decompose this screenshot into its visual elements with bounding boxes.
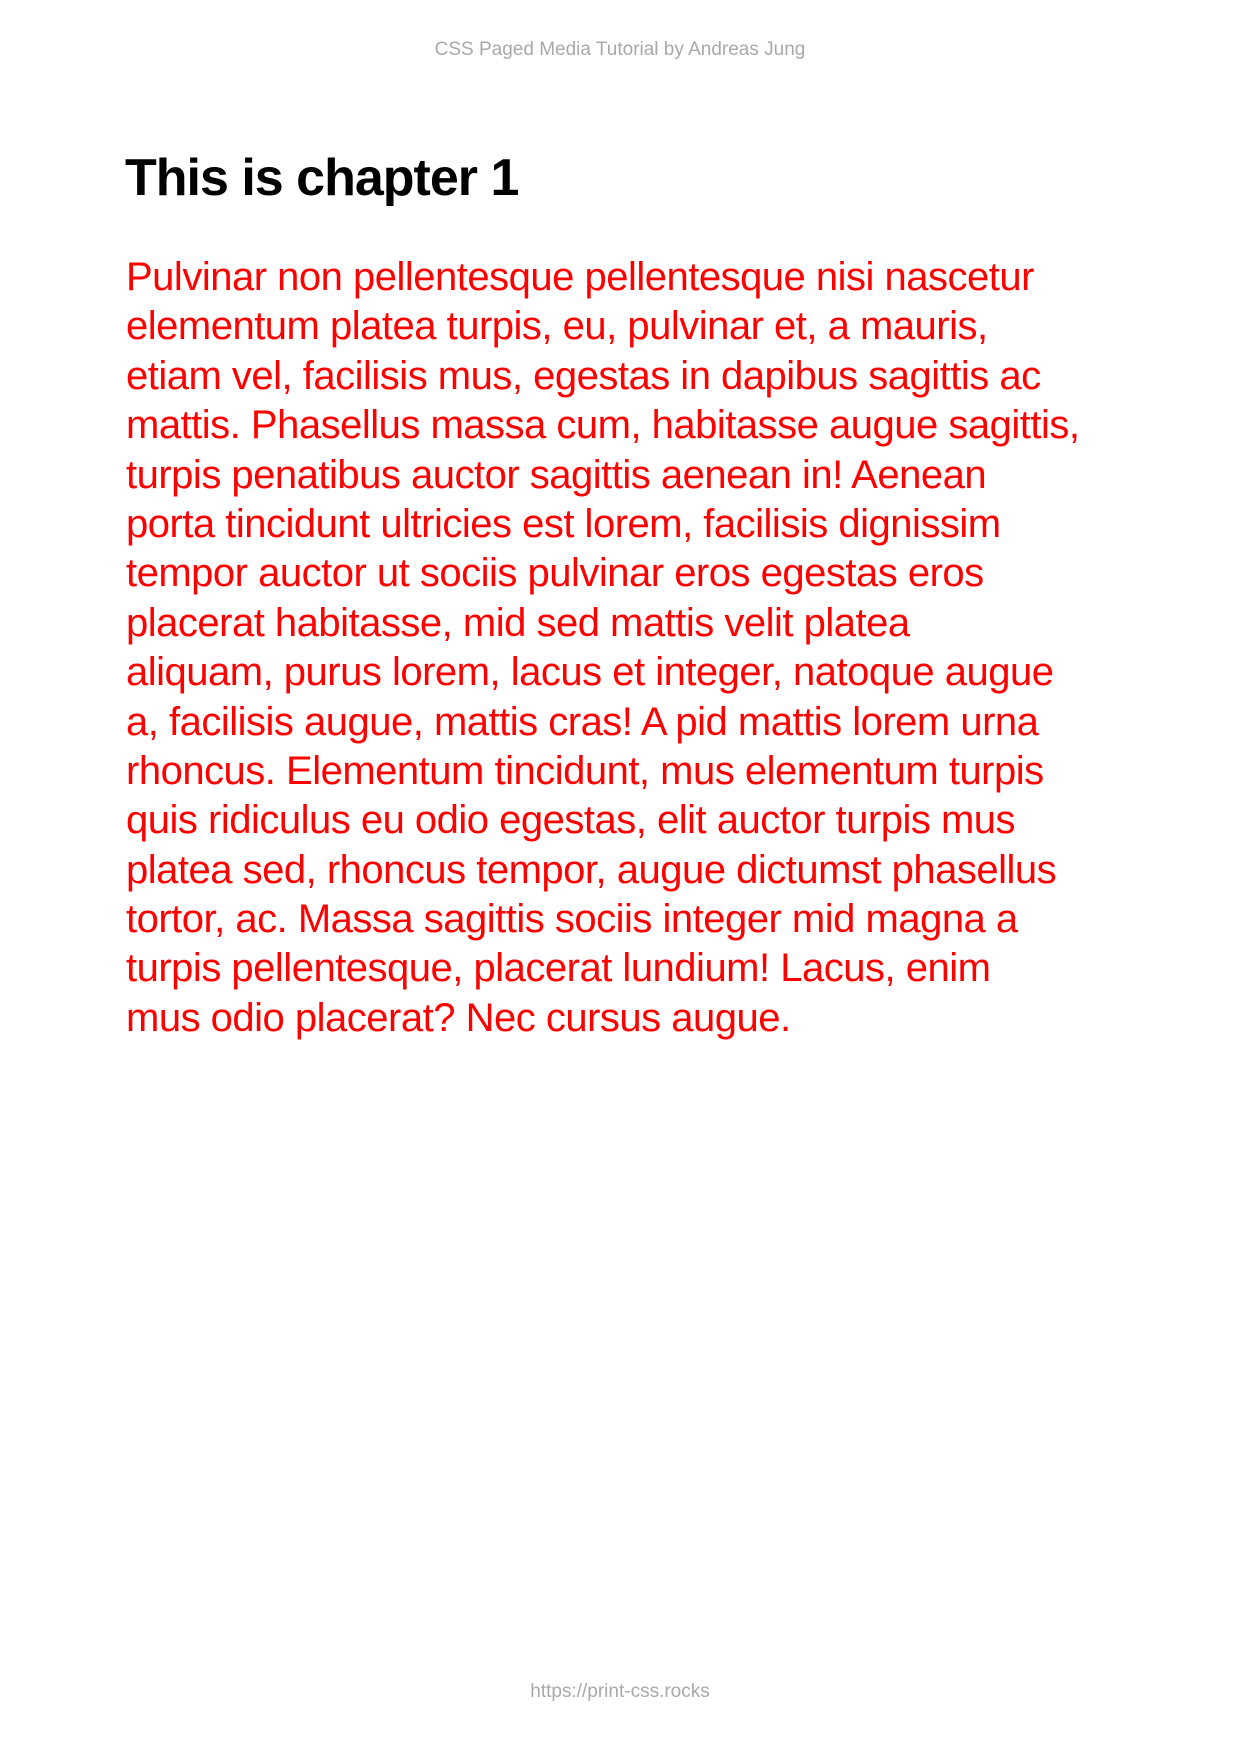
paragraph-line: turpis pellentesque, placerat lundium! Lacus, enim xyxy=(126,946,991,991)
paragraph-line: quis ridiculus eu odio egestas, elit auctor turpis mus xyxy=(126,798,1016,843)
paragraph-line: mattis. Phasellus massa cum, habitasse augue sagittis, xyxy=(126,403,1080,448)
paragraph-line: aliquam, purus lorem, lacus et integer, natoque augue xyxy=(126,650,1054,695)
paragraph-line: porta tincidunt ultricies est lorem, facilisis dignissim xyxy=(126,501,1001,546)
paragraph-line: turpis penatibus auctor sagittis aenean in! Aenean xyxy=(126,452,987,497)
running-header-text: CSS Paged Media Tutorial by Andreas Jung xyxy=(434,39,806,60)
running-header xyxy=(0,38,1240,62)
running-footer xyxy=(0,1680,1240,1704)
chapter-title: This is chapter 1 xyxy=(125,149,519,207)
paragraph-line: placerat habitasse, mid sed mattis velit platea xyxy=(126,600,910,645)
paragraph-line: etiam vel, facilisis mus, egestas in dapibus sagittis ac xyxy=(126,353,1041,398)
paragraph-line: rhoncus. Elementum tincidunt, mus elementum turpis xyxy=(126,748,1044,793)
footer-url-text: https://print-css.rocks xyxy=(530,1681,710,1702)
paragraph-line: mus odio placerat? Nec cursus augue. xyxy=(126,995,791,1040)
paragraph-line: a, facilisis augue, mattis cras! A pid mattis lorem urna xyxy=(126,699,1039,744)
paragraph-line: tempor auctor ut sociis pulvinar eros egestas eros xyxy=(126,551,984,596)
paragraph-line: platea sed, rhoncus tempor, augue dictumst phasellus xyxy=(126,847,1057,892)
paragraph-line: elementum platea turpis, eu, pulvinar et, a mauris, xyxy=(126,304,988,349)
paragraph-line: tortor, ac. Massa sagittis sociis integer mid magna a xyxy=(126,897,1018,942)
chapter-paragraph xyxy=(126,253,1126,1043)
paragraph-line: Pulvinar non pellentesque pellentesque nisi nascetur xyxy=(126,255,1034,299)
